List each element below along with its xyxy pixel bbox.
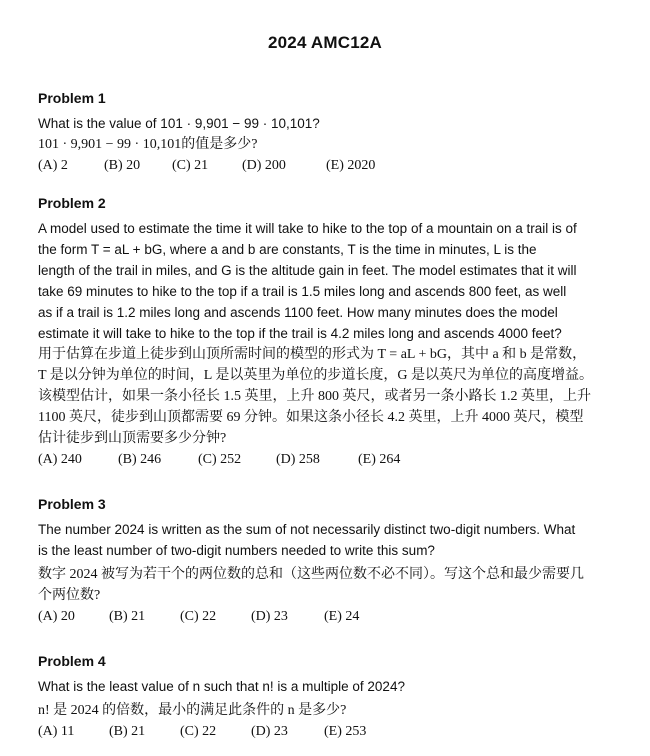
problem-2-en-line-2: the form T = aL + bG, where a and b are constants, T is the time in minutes, L is the <box>38 242 537 257</box>
problem-3 <box>38 496 604 627</box>
problem-1-question-zh: 101 · 9,901 − 99 · 10,101的值是多少? <box>38 137 258 152</box>
problem-4 <box>38 653 604 742</box>
problem-2-zh-line-1: 用于估算在步道上徒步到山顶所需时间的模型的形式为 T = aL + bG，其中 a 和 b 是常数， <box>38 347 587 362</box>
problem-2-en-line-3: length of the trail in miles, and G is the altitude gain in feet. The model estimates that it will <box>38 263 577 278</box>
choice-d: (D) 258 <box>276 452 320 467</box>
document-title: 2024 AMC12A <box>267 33 382 52</box>
choice-c: (C) 252 <box>198 452 242 467</box>
problem-2-choices <box>38 449 604 470</box>
problem-4-question-en: What is the least value of n such that n! is a multiple of 2024? <box>38 679 405 694</box>
problem-2-en-line-1: A model used to estimate the time it will take to hike to the top of a mountain on a trail is of <box>38 221 577 236</box>
problem-2-zh-line-4: 1100 英尺，徒步到山顶都需要 69 分钟。如果这条小径长 4.2 英里，上升 4000 英尺，模型 <box>38 410 584 425</box>
choice-a: (A) 240 <box>38 452 82 467</box>
choice-a: (A) 11 <box>38 724 75 739</box>
problem-2 <box>38 195 604 470</box>
problem-1 <box>38 90 604 176</box>
choice-e: (E) 24 <box>324 609 360 624</box>
problem-4-title: Problem 4 <box>38 653 106 669</box>
choice-e: (E) 253 <box>324 724 367 739</box>
problem-2-en-line-6: estimate it will take to hike to the top if the trail is 4.2 miles long and ascends 4000 feet? <box>38 326 562 341</box>
choice-d: (D) 200 <box>242 158 286 173</box>
choice-a: (A) 20 <box>38 609 75 624</box>
problem-2-zh-line-5: 估计徒步到山顶需要多少分钟? <box>38 431 227 446</box>
problem-4-question-zh: n! 是 2024 的倍数，最小的满足此条件的 n 是多少? <box>38 703 347 718</box>
problem-1-question-en: What is the value of 101 · 9,901 − 99 · 10,101? <box>38 116 320 131</box>
problem-1-title: Problem 1 <box>38 90 106 106</box>
problem-1-choices <box>38 155 604 176</box>
problem-3-zh-line-1: 数字 2024 被写为若干个的两位数的总和（这些两位数不必不同）。写这个总和最少需要几 <box>38 567 584 582</box>
problem-3-title: Problem 3 <box>38 496 106 512</box>
choice-e: (E) 2020 <box>326 158 376 173</box>
choice-b: (B) 21 <box>109 724 146 739</box>
problem-2-en-line-4: take 69 minutes to hike to the top if a trail is 1.5 miles long and ascends 800 feet, as well <box>38 284 567 299</box>
choice-c: (C) 21 <box>172 158 209 173</box>
problem-4-choices <box>38 721 604 742</box>
problem-2-title: Problem 2 <box>38 195 106 211</box>
choice-b: (B) 246 <box>118 452 162 467</box>
choice-d: (D) 23 <box>251 724 288 739</box>
problem-3-zh-line-2: 个两位数? <box>38 588 101 603</box>
choice-b: (B) 21 <box>109 609 146 624</box>
choice-c: (C) 22 <box>180 724 217 739</box>
choice-b: (B) 20 <box>104 158 141 173</box>
choice-a: (A) 2 <box>38 158 68 173</box>
problem-3-en-line-1: The number 2024 is written as the sum of not necessarily distinct two-digit numbers. What <box>38 522 576 537</box>
problem-3-en-line-2: is the least number of two-digit numbers needed to write this sum? <box>38 543 435 558</box>
choice-d: (D) 23 <box>251 609 288 624</box>
problem-2-en-line-5: as if a trail is 1.2 miles long and ascends 1100 feet. How many minutes does the model <box>38 305 558 320</box>
problem-3-choices <box>38 606 604 627</box>
problem-2-zh-line-2: T 是以分钟为单位的时间，L 是以英里为单位的步道长度，G 是以英尺为单位的高度增益。 <box>38 368 593 383</box>
problem-2-zh-line-3: 该模型估计，如果一条小径长 1.5 英里，上升 800 英尺，或者另一条小路长 1.2 英里，上升 <box>38 389 591 404</box>
choice-e: (E) 264 <box>358 452 401 467</box>
choice-c: (C) 22 <box>180 609 217 624</box>
